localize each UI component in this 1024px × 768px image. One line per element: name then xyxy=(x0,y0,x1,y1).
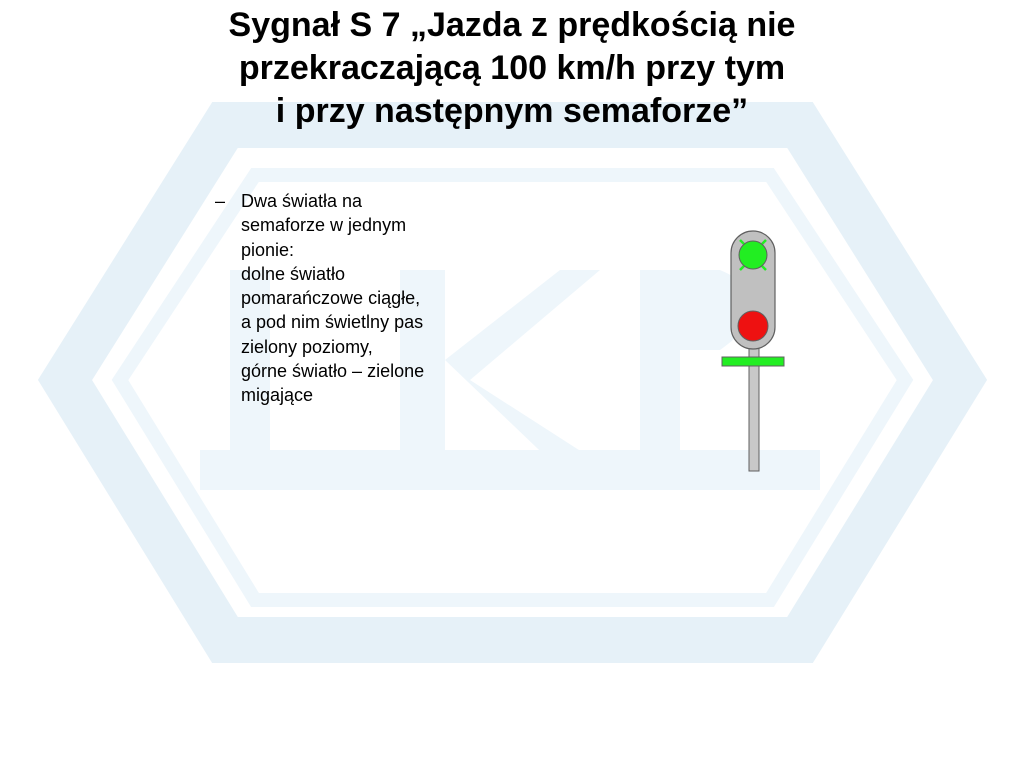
bullet-dash: – xyxy=(215,191,226,211)
railway-light-signal-icon xyxy=(715,225,795,475)
bullet-line-6: a pod nim świetlny pas xyxy=(241,312,424,333)
bullet-line-5: pomarańczowe ciągłe, xyxy=(241,288,421,309)
bullet-line-9: migające xyxy=(241,385,314,406)
bullet-line-8: górne światło – zielone xyxy=(241,361,425,382)
speed-bar-green xyxy=(722,357,784,366)
lower-light-red xyxy=(738,311,768,341)
bullet-line-7: zielony poziomy, xyxy=(241,336,373,357)
upper-light-green xyxy=(739,241,767,269)
bullet-text xyxy=(241,189,505,408)
bullet-line-3: pionie: xyxy=(241,239,295,260)
title-line-1: Sygnał S 7 „Jazda z prędkością nie xyxy=(228,6,796,44)
bullet-item xyxy=(215,189,505,408)
title-line-3: i przy następnym semaforze” xyxy=(275,92,749,130)
bullet-line-1: Dwa światła na xyxy=(241,191,363,211)
title-line-2: przekraczającą 100 km/h przy tym xyxy=(238,49,786,87)
bullet-line-4: dolne światło xyxy=(241,263,346,284)
bullet-line-2: semaforze w jednym xyxy=(241,215,407,236)
slide-title xyxy=(60,4,964,133)
